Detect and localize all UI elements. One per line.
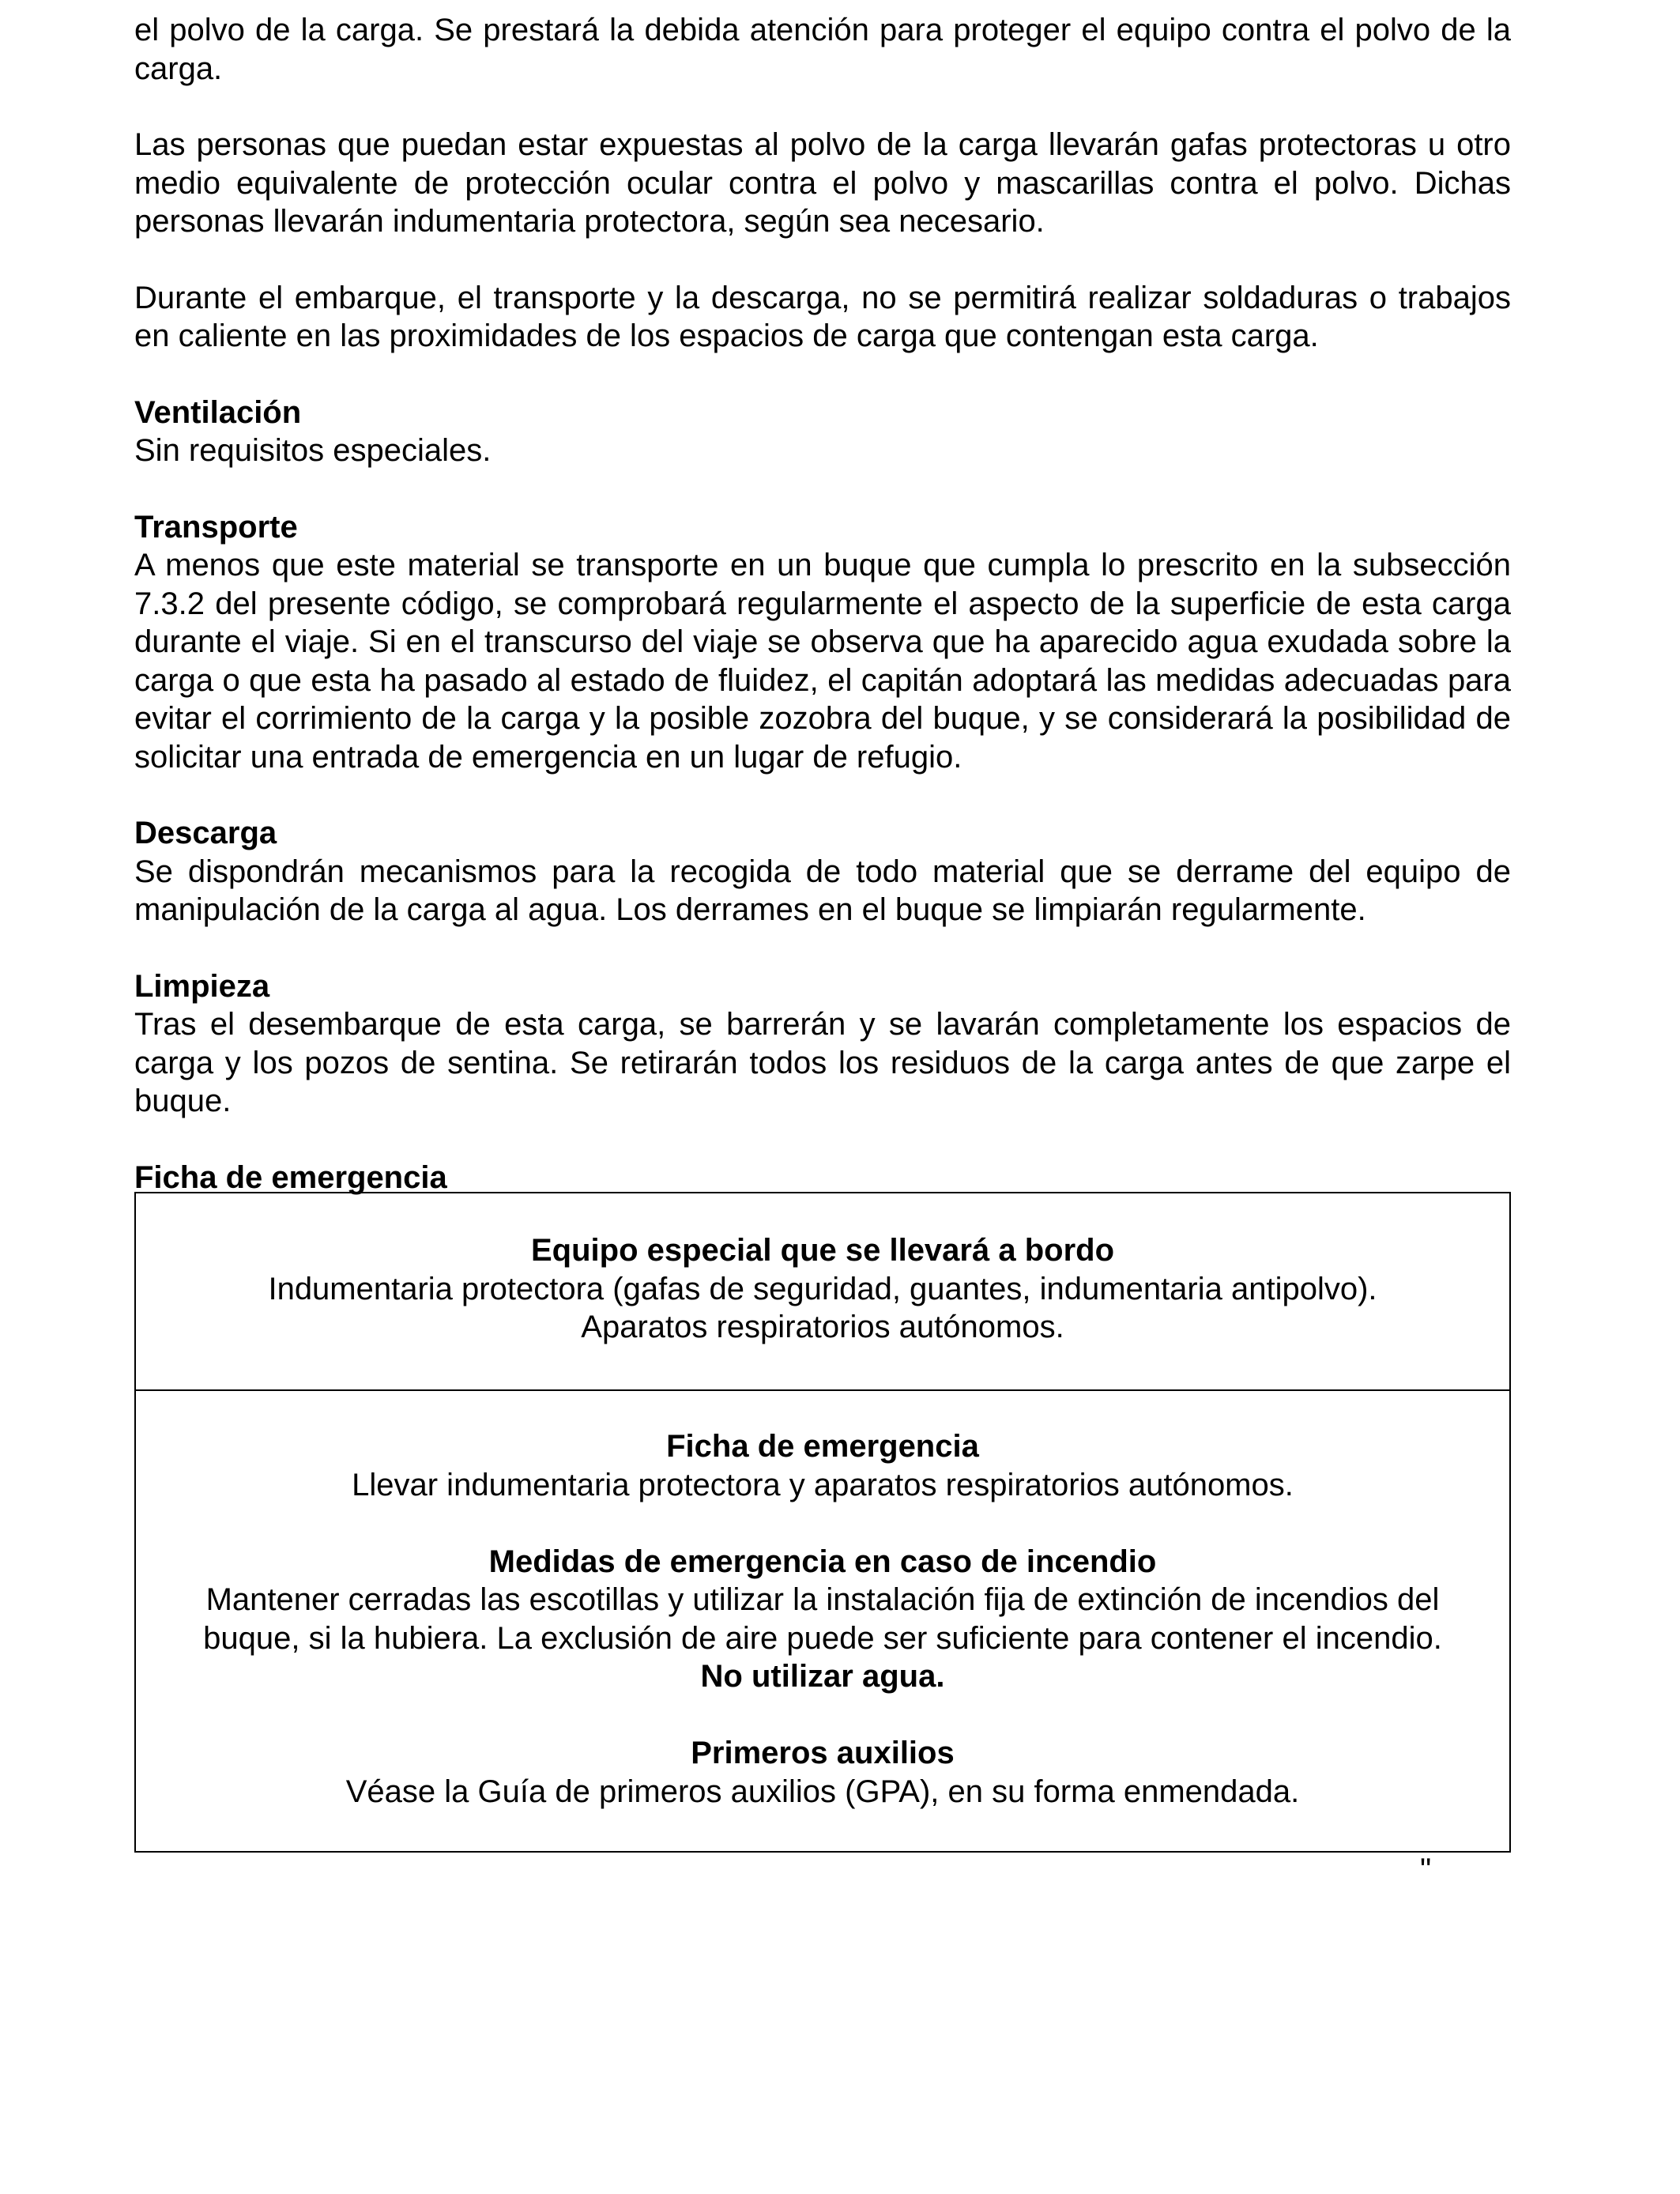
- heading-transporte: Transporte: [134, 509, 298, 545]
- fire-measures-warning: No utilizar agua.: [700, 1659, 945, 1694]
- closing-quote: ": [1420, 1853, 1432, 1887]
- emergency-procedures-content: [136, 1427, 1509, 1811]
- heading-descarga: Descarga: [134, 816, 277, 850]
- emergency-procedures-box: [134, 1389, 1511, 1853]
- first-aid-title: Primeros auxilios: [691, 1736, 955, 1770]
- equipment-line-1: Indumentaria protectora (gafas de seguridad, guantes, indumentaria antipolvo).: [268, 1271, 1377, 1306]
- ficha-title: Ficha de emergencia: [666, 1429, 979, 1464]
- heading-ventilacion: Ventilación: [134, 394, 302, 430]
- text-limpieza: Tras el desembarque de esta carga, se barrerán y se lavarán completamente los espacios de carga y los pozos de sentina. Se retirarán todos los residuos de la carga antes de que zarpe el buque.: [134, 1007, 1511, 1118]
- fire-measures-title: Medidas de emergencia en caso de incendio: [488, 1544, 1157, 1579]
- text-transporte: A menos que este material se transporte en un buque que cumpla lo prescrito en la subsección 7.3.2 del presente código, se comprobará regularmente el aspecto de la superficie de esta carga durante el viaje. Si en el transcurso del viaje se observa que ha aparecido agua exudada sobre la carga o que esta ha pasado al estado de fluidez, el capitán adoptará las medidas adecuadas para evitar el corrimiento de la carga y la posible zozobra del buque, y se considerará la posibilidad de solicitar una entrada de emergencia en un lugar de refugio.: [134, 548, 1511, 775]
- paragraph-hot-work: Durante el embarque, el transporte y la descarga, no se permitirá realizar soldaduras o trabajos en caliente en las proximidades de los espacios de carga que contengan esta carga.: [134, 280, 1511, 353]
- paragraph-dust-protection: el polvo de la carga. Se prestará la debida atención para proteger el equipo contra el polvo de la carga.: [134, 13, 1511, 86]
- equipment-title: Equipo especial que se llevará a bordo: [530, 1233, 1115, 1268]
- heading-ficha-de-emergencia: Ficha de emergencia: [134, 1159, 447, 1195]
- equipment-line-2: Aparatos respiratorios autónomos.: [581, 1310, 1064, 1344]
- fire-measures-line-1: Mantener cerradas las escotillas y utilizar la instalación fija de extinción de incendios del: [205, 1582, 1440, 1617]
- fire-measures-line-2: buque, si la hubiera. La exclusión de aire puede ser suficiente para contener el incendio.: [203, 1620, 1442, 1656]
- first-aid-text: Véase la Guía de primeros auxilios (GPA), en su forma enmendada.: [345, 1774, 1300, 1809]
- ficha-text: Llevar indumentaria protectora y aparatos respiratorios autónomos.: [352, 1467, 1294, 1502]
- emergency-equipment-box: [134, 1192, 1511, 1391]
- text-ventilacion: Sin requisitos especiales.: [134, 433, 492, 468]
- paragraph-personal-protection: Las personas que puedan estar expuestas al polvo de la carga llevarán gafas protectoras u otro medio equivalente de protección ocular contra el polvo y mascarillas contra el polvo. Dichas personas llevarán indumentaria protectora, según sea necesario.: [134, 127, 1511, 239]
- heading-limpieza: Limpieza: [134, 968, 270, 1004]
- text-descarga: Se dispondrán mecanismos para la recogida de todo material que se derrame del equipo de manipulación de la carga al agua. Los derrames en el buque se limpiarán regularmente.: [134, 854, 1511, 927]
- document-page: [134, 11, 1511, 1197]
- emergency-equipment-content: [136, 1231, 1509, 1347]
